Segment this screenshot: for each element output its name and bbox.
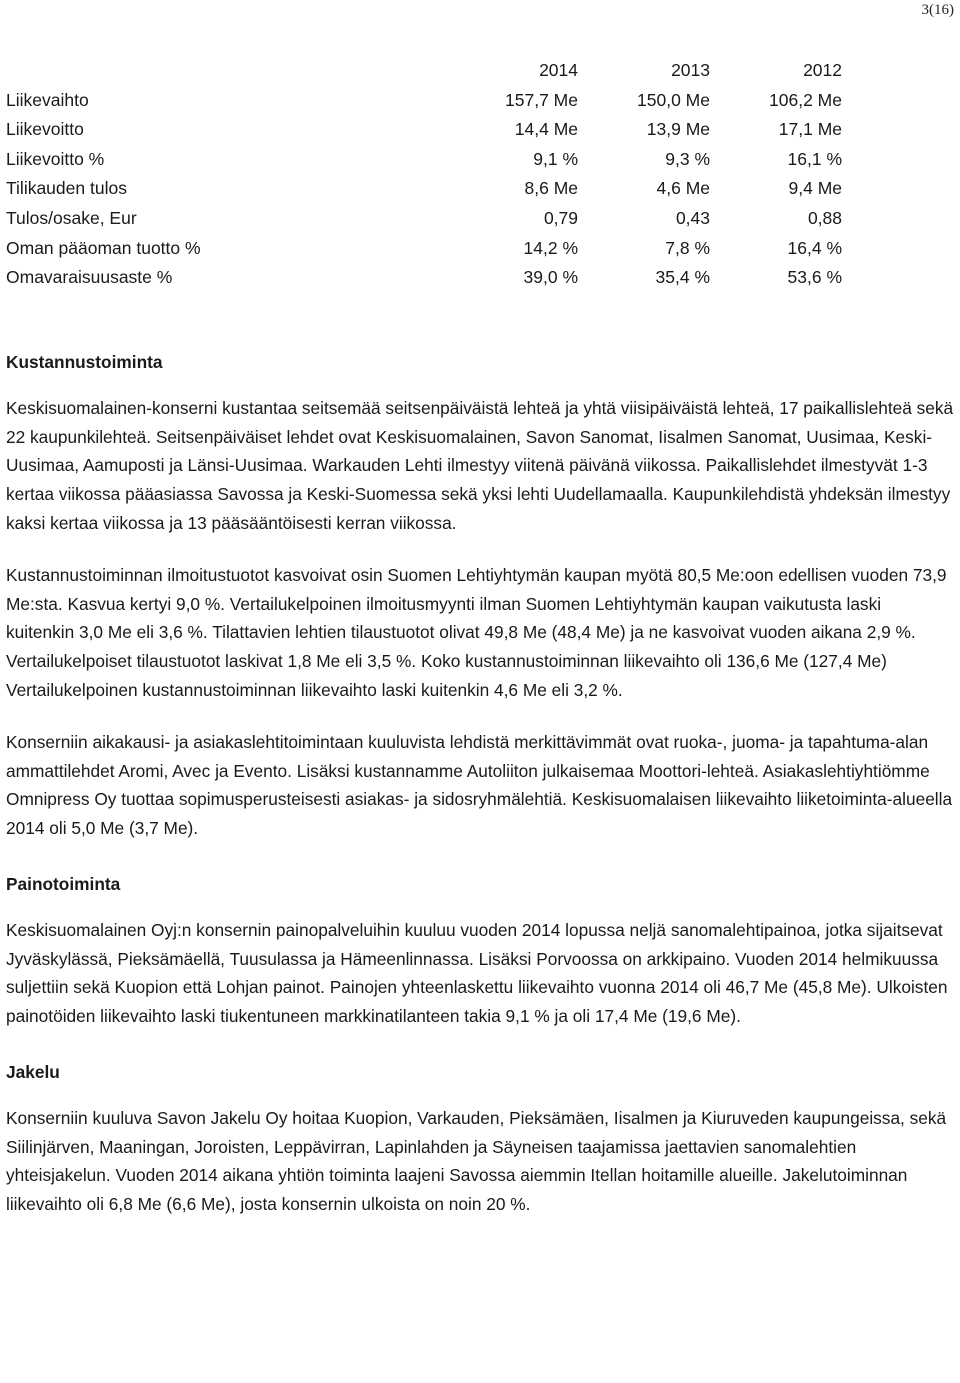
key-figures-table bbox=[6, 56, 842, 293]
row-label: Omavaraisuusaste % bbox=[6, 267, 173, 288]
row-value: 0,88 bbox=[807, 207, 842, 228]
table-row bbox=[6, 204, 842, 234]
row-label: Tulos/osake, Eur bbox=[6, 207, 137, 228]
row-value: 14,4 Me bbox=[514, 119, 578, 140]
row-value: 17,1 Me bbox=[778, 119, 842, 140]
distribution-paragraph-1: Konserniin kuuluva Savon Jakelu Oy hoitaa Kuopion, Varkauden, Pieksämäen, Iisalmen ja Kiuruveden kaupungeissa, sekä Siilinjärven, Maaningan, Joroisten, Leppävirran, Lapinlahden ja Säyneisen taajamissa jaettavien sanomalehtien yhteisjakelun. Vuoden 2014 aikana yhtiön toiminta laajeni Savossa aiemmin Itellan hoitamille alueille. Jakelutoiminnan liikevaihto oli 6,8 Me (6,6 Me), josta konsernin ulkoista on noin 20 %. bbox=[6, 1107, 947, 1215]
row-value: 106,2 Me bbox=[769, 89, 842, 110]
row-label: Tilikauden tulos bbox=[6, 178, 127, 199]
row-value: 0,79 bbox=[543, 207, 578, 228]
row-value: 9,3 % bbox=[665, 148, 710, 169]
row-label: Liikevaihto bbox=[6, 89, 89, 110]
table-row bbox=[6, 86, 842, 116]
publishing-paragraph-1: Keskisuomalainen-konserni kustantaa seitsemää seitsenpäiväistä lehteä ja yhtä viisipäiväistä lehteä, 17 paikallislehteä sekä 22 kaupunkilehteä. Seitsenpäiväiset lehdet ovat Keskisuomalainen, Savon Sanomat, Iisalmen Sanomat, Uusimaa, Keski-Uusimaa, Aamuposti ja Länsi-Uusimaa. Warkauden Lehti ilmestyy viitenä päivänä viikossa. Paikallislehdet ilmestyvät 1-3 kertaa viikossa pääasiassa Savossa ja Keski-Suomessa sekä yksi lehti Uudellamaalla. Kaupunkilehdistä yhdeksän ilmestyy kaksi kertaa viikossa ja 13 pääsääntöisesti kerran viikossa. bbox=[6, 397, 954, 533]
row-value: 0,43 bbox=[675, 207, 710, 228]
table-header-row bbox=[6, 56, 842, 86]
publishing-paragraph-2: Kustannustoiminnan ilmoitustuotot kasvoivat osin Suomen Lehtiyhtymän kaupan myötä 80,5 Me:oon edellisen vuoden 73,9 Me:sta. Kasvua kertyi 9,0 %. Vertailukelpoinen ilmoitusmyynti ilman Suomen Lehtiyhtymän kaupan vaikutusta laski kuitenkin 3,0 Me eli 3,6 %. Tilattavien lehtien tilaustuotot olivat 49,8 Me (48,4 Me) ja ne kasvoivat vuoden aikana 2,9 %. Vertailukelpoiset tilaustuotot laskivat 1,8 Me eli 3,5 %. Koko kustannustoiminnan liikevaihto oli 136,6 Me (127,4 Me) Vertailukelpoinen kustannustoiminnan liikevaihto laski kuitenkin 4,6 Me eli 3,2 %. bbox=[6, 564, 947, 700]
row-value: 9,1 % bbox=[533, 148, 578, 169]
section-heading-publishing: Kustannustoiminta bbox=[6, 352, 163, 372]
table-row bbox=[6, 234, 842, 264]
row-label: Oman pääoman tuotto % bbox=[6, 237, 201, 258]
publishing-paragraph-3: Konserniin aikakausi- ja asiakaslehtitoimintaan kuuluvista lehdistä merkittävimmät ovat ruoka-, juoma- ja tapahtuma-alan ammattilehdet Aromi, Avec ja Evento. Lisäksi kustannamme Autoliiton julkaisemaa Moottori-lehteä. Asiakaslehtiyhtiömme Omnipress Oy tuottaa sopimusperusteisesti asiakas- ja sidosryhmälehtiä. Keskisuomalaisen liikevaihto liiketoiminta-alueella 2014 oli 5,0 Me (3,7 Me). bbox=[6, 731, 953, 839]
row-label: Liikevoitto % bbox=[6, 148, 105, 169]
header-year-2014: 2014 bbox=[539, 60, 578, 80]
table-row bbox=[6, 174, 842, 204]
section-heading-distribution: Jakelu bbox=[6, 1061, 60, 1082]
row-value: 53,6 % bbox=[787, 267, 842, 288]
document-body bbox=[6, 348, 954, 1219]
row-value: 150,0 Me bbox=[637, 89, 710, 110]
row-value: 16,4 % bbox=[787, 237, 842, 258]
row-value: 13,9 Me bbox=[646, 119, 710, 140]
row-value: 4,6 Me bbox=[656, 178, 710, 199]
header-year-2013: 2013 bbox=[671, 60, 710, 80]
row-value: 35,4 % bbox=[655, 267, 710, 288]
table-row bbox=[6, 115, 842, 145]
row-value: 9,4 Me bbox=[788, 178, 842, 199]
row-label: Liikevoitto bbox=[6, 119, 84, 140]
row-value: 8,6 Me bbox=[524, 178, 578, 199]
row-value: 16,1 % bbox=[787, 148, 842, 169]
table-row bbox=[6, 145, 842, 175]
section-heading-printing: Painotoiminta bbox=[6, 873, 121, 894]
row-value: 157,7 Me bbox=[505, 89, 578, 110]
table-row bbox=[6, 263, 842, 293]
header-year-2012: 2012 bbox=[803, 60, 842, 80]
printing-paragraph-1: Keskisuomalainen Oyj:n konsernin painopalveluihin kuuluu vuoden 2014 lopussa neljä sanomalehtipainoa, jotka sijaitsevat Jyväskylässä, Pieksämäellä, Tuusulassa ja Hämeenlinnassa. Lisäksi Porvoossa on arkkipaino. Vuoden 2014 helmikuussa suljettiin sekä Kuopion että Lohjan painot. Painojen yhteenlaskettu liikevaihto vuonna 2014 oli 46,7 Me (45,8 Me). Ulkoisten painotöiden liikevaihto laski tiukentuneen markkinatilanteen takia 9,1 % ja oli 17,4 Me (19,6 Me). bbox=[6, 919, 948, 1027]
row-value: 14,2 % bbox=[523, 237, 578, 258]
page-number: 3(16) bbox=[921, 2, 954, 18]
header-label-cell bbox=[6, 56, 446, 86]
row-value: 39,0 % bbox=[523, 267, 578, 288]
row-value: 7,8 % bbox=[665, 237, 710, 258]
